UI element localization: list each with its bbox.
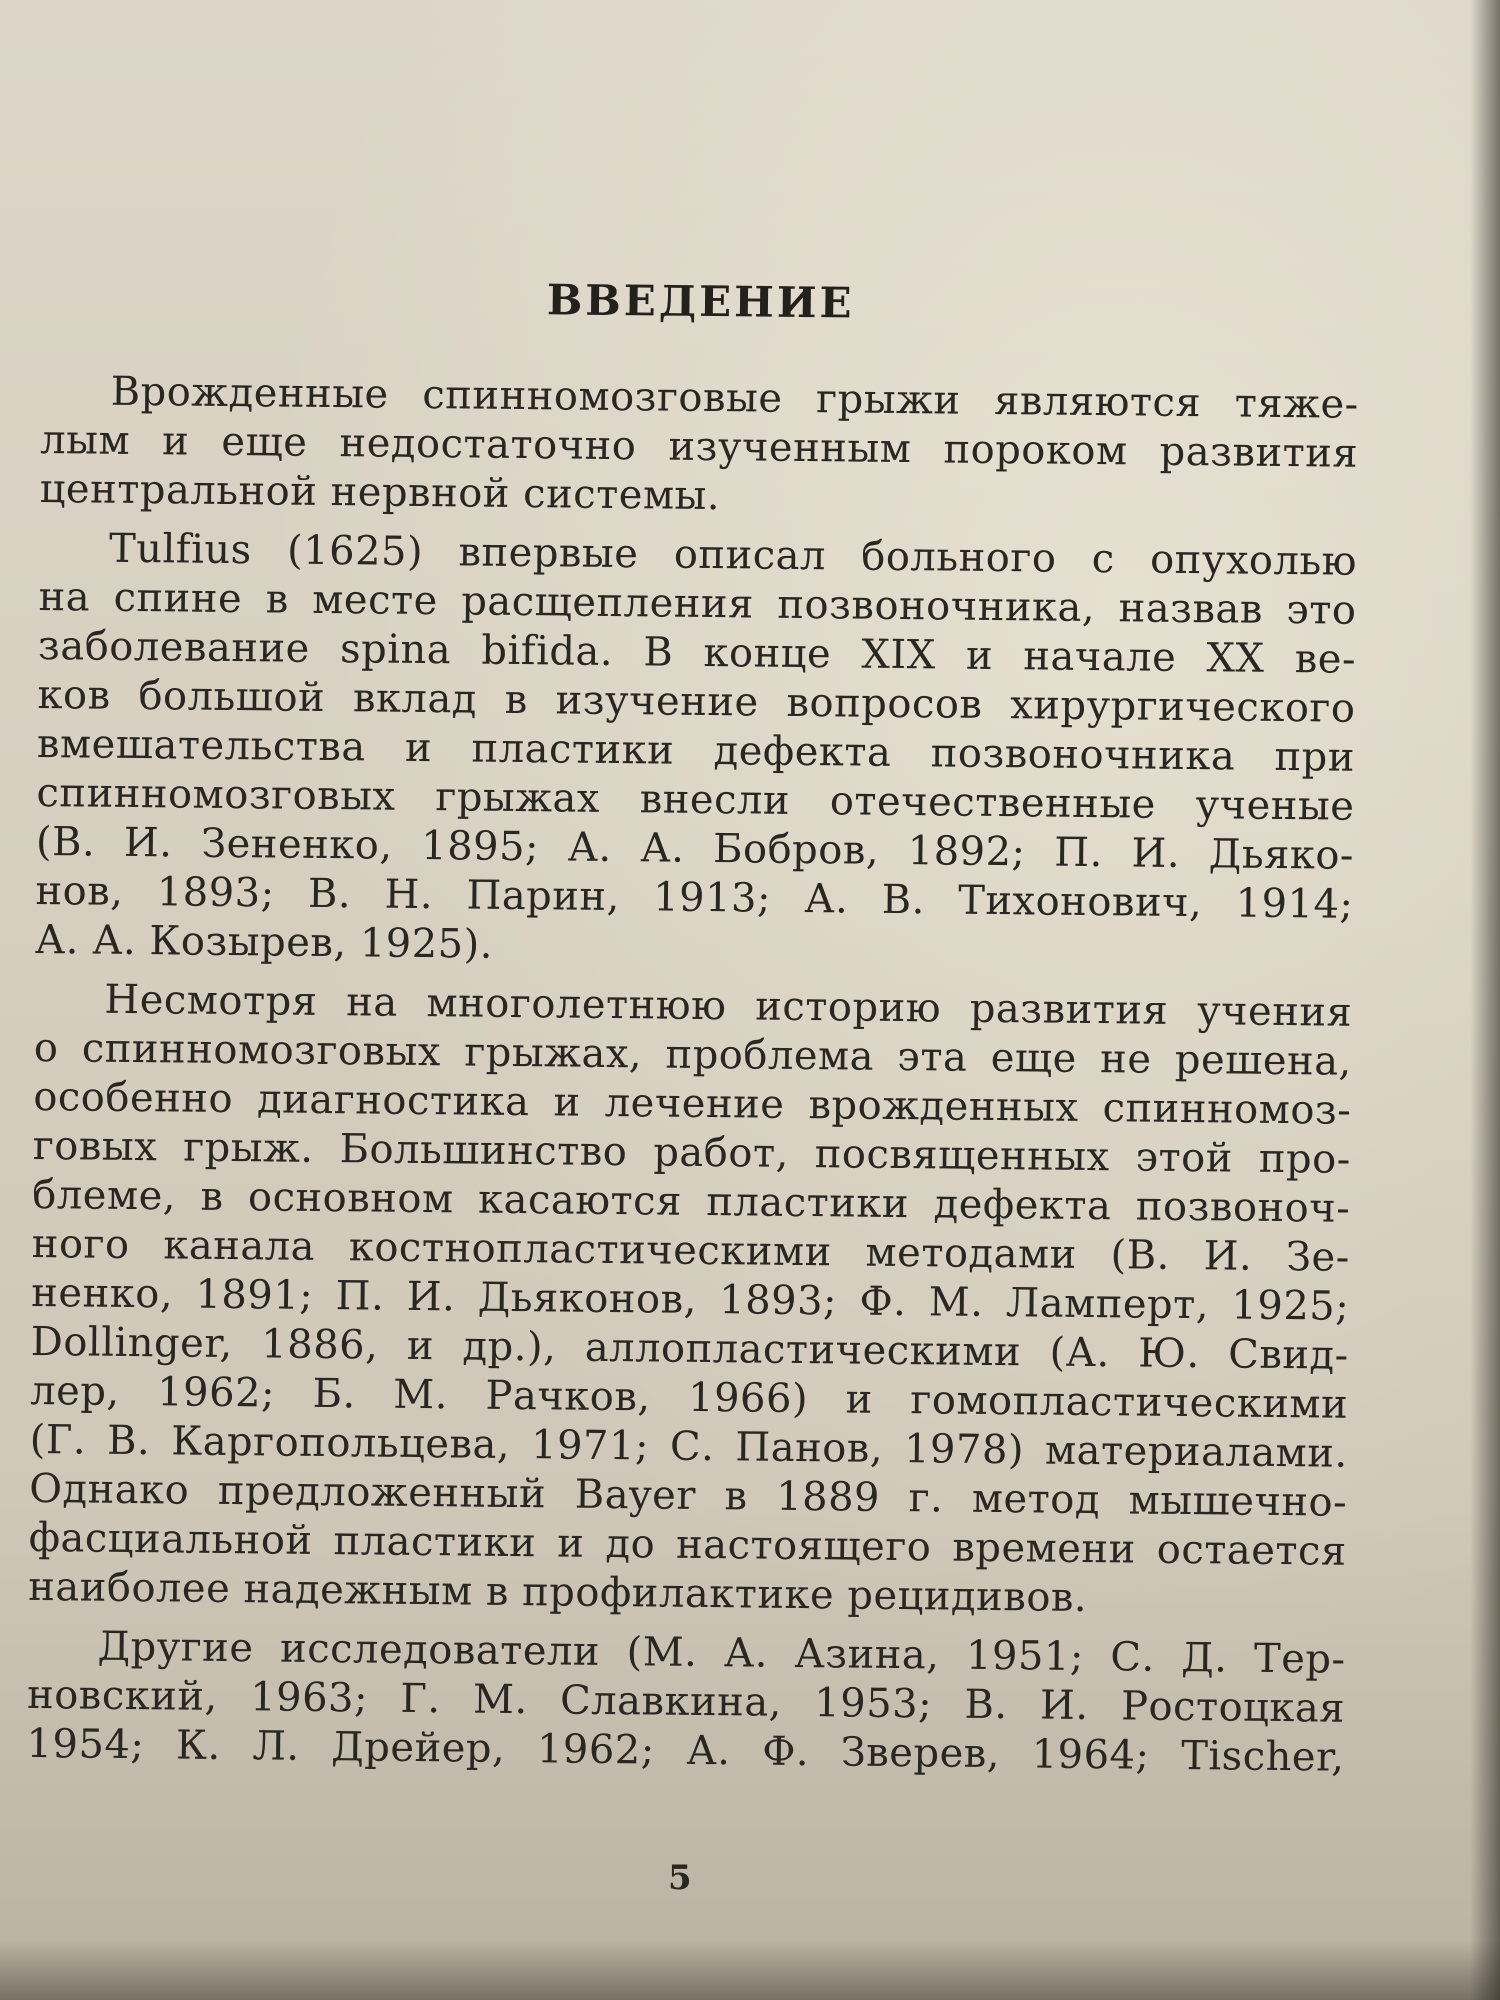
text-line: нов, 1893; В. Н. Парин, 1913; А. В. Тихонович, 1914; bbox=[35, 867, 1354, 928]
text-line: новский, 1963; Г. М. Славкина, 1953; В. И. Ростоцкая bbox=[26, 1671, 1346, 1732]
text-line: лым и еще недостаточно изученным пороком развития bbox=[39, 416, 1359, 477]
book-page bbox=[26, 270, 1360, 1793]
text-line: фасциальной пластики и до настоящего времени остается bbox=[28, 1514, 1347, 1575]
text-line: Несмотря на многолетнюю историю развития учения bbox=[104, 976, 1353, 1036]
text-line: ков большой вклад в изучение вопросов хирургического bbox=[37, 671, 1356, 732]
text-line: ного канала костнопластическими методами (В. И. Зе- bbox=[31, 1220, 1350, 1281]
text-line: о спинномозговых грыжах, проблема эта еще не решена, bbox=[33, 1024, 1353, 1085]
text-line: ненко, 1891; П. И. Дьяконов, 1893; Ф. М. Ламперт, 1925; bbox=[31, 1269, 1350, 1330]
text-line: особенно диагностика и лечение врожденных спинномоз- bbox=[33, 1073, 1352, 1134]
text-line: лер, 1962; Б. М. Рачков, 1966) и гомопластическими bbox=[30, 1367, 1349, 1428]
text-line: Dollinger, 1886, и др.), аллопластическими (А. Ю. Свид- bbox=[30, 1318, 1349, 1379]
text-line: (Г. В. Каргопольцева, 1971; С. Панов, 1978) материалами. bbox=[29, 1416, 1348, 1477]
text-line: 1954; К. Л. Дрейер, 1962; А. Ф. Зверев, 1964; Tischer, bbox=[26, 1720, 1345, 1781]
text-line: Tulfius (1625) впервые описал больного с опухолью bbox=[108, 525, 1358, 585]
paragraph-1 bbox=[39, 367, 1358, 528]
text-line: (В. И. Зененко, 1895; А. А. Бобров, 1892; П. И. Дьяко- bbox=[35, 818, 1355, 879]
text-line: блеме, в основном касаются пластики дефекта позвоноч- bbox=[32, 1171, 1351, 1232]
bottom-shadow bbox=[0, 1940, 1500, 2000]
text-line: А. А. Козырев, 1925). bbox=[34, 916, 494, 968]
text-line: Врожденные спинномозговые грыжи являются тяже- bbox=[110, 368, 1359, 428]
page-number: 5 bbox=[668, 1858, 692, 1898]
text-line: Другие исследователи (М. А. Азина, 1951; С. Д. Тер- bbox=[97, 1623, 1346, 1683]
text-line: Однако предложенный Bayer в 1889 г. метод мышечно- bbox=[28, 1465, 1348, 1526]
text-line: говых грыж. Большинство работ, посвященных этой про- bbox=[32, 1122, 1351, 1183]
page-title: ВВЕДЕНИЕ bbox=[546, 275, 855, 328]
text-line: на спине в месте расщепления позвоночника, назвав это bbox=[38, 573, 1357, 634]
binding-shadow bbox=[1470, 0, 1500, 2000]
text-line: вмешательства и пластики дефекта позвоночника при bbox=[36, 720, 1356, 781]
text-line: наиболее надежным в профилактике рецидивов. bbox=[27, 1563, 1088, 1622]
paragraph-3 bbox=[28, 975, 1353, 1626]
text-line: заболевание spina bifida. В конце XIX и начале XX ве- bbox=[37, 622, 1357, 683]
paragraph-2 bbox=[35, 524, 1358, 979]
paragraph-4 bbox=[26, 1622, 1345, 1783]
text-line: спинномозговых грыжах внесли отечественные ученые bbox=[36, 769, 1355, 830]
text-line: центральной нервной системы. bbox=[39, 465, 721, 520]
